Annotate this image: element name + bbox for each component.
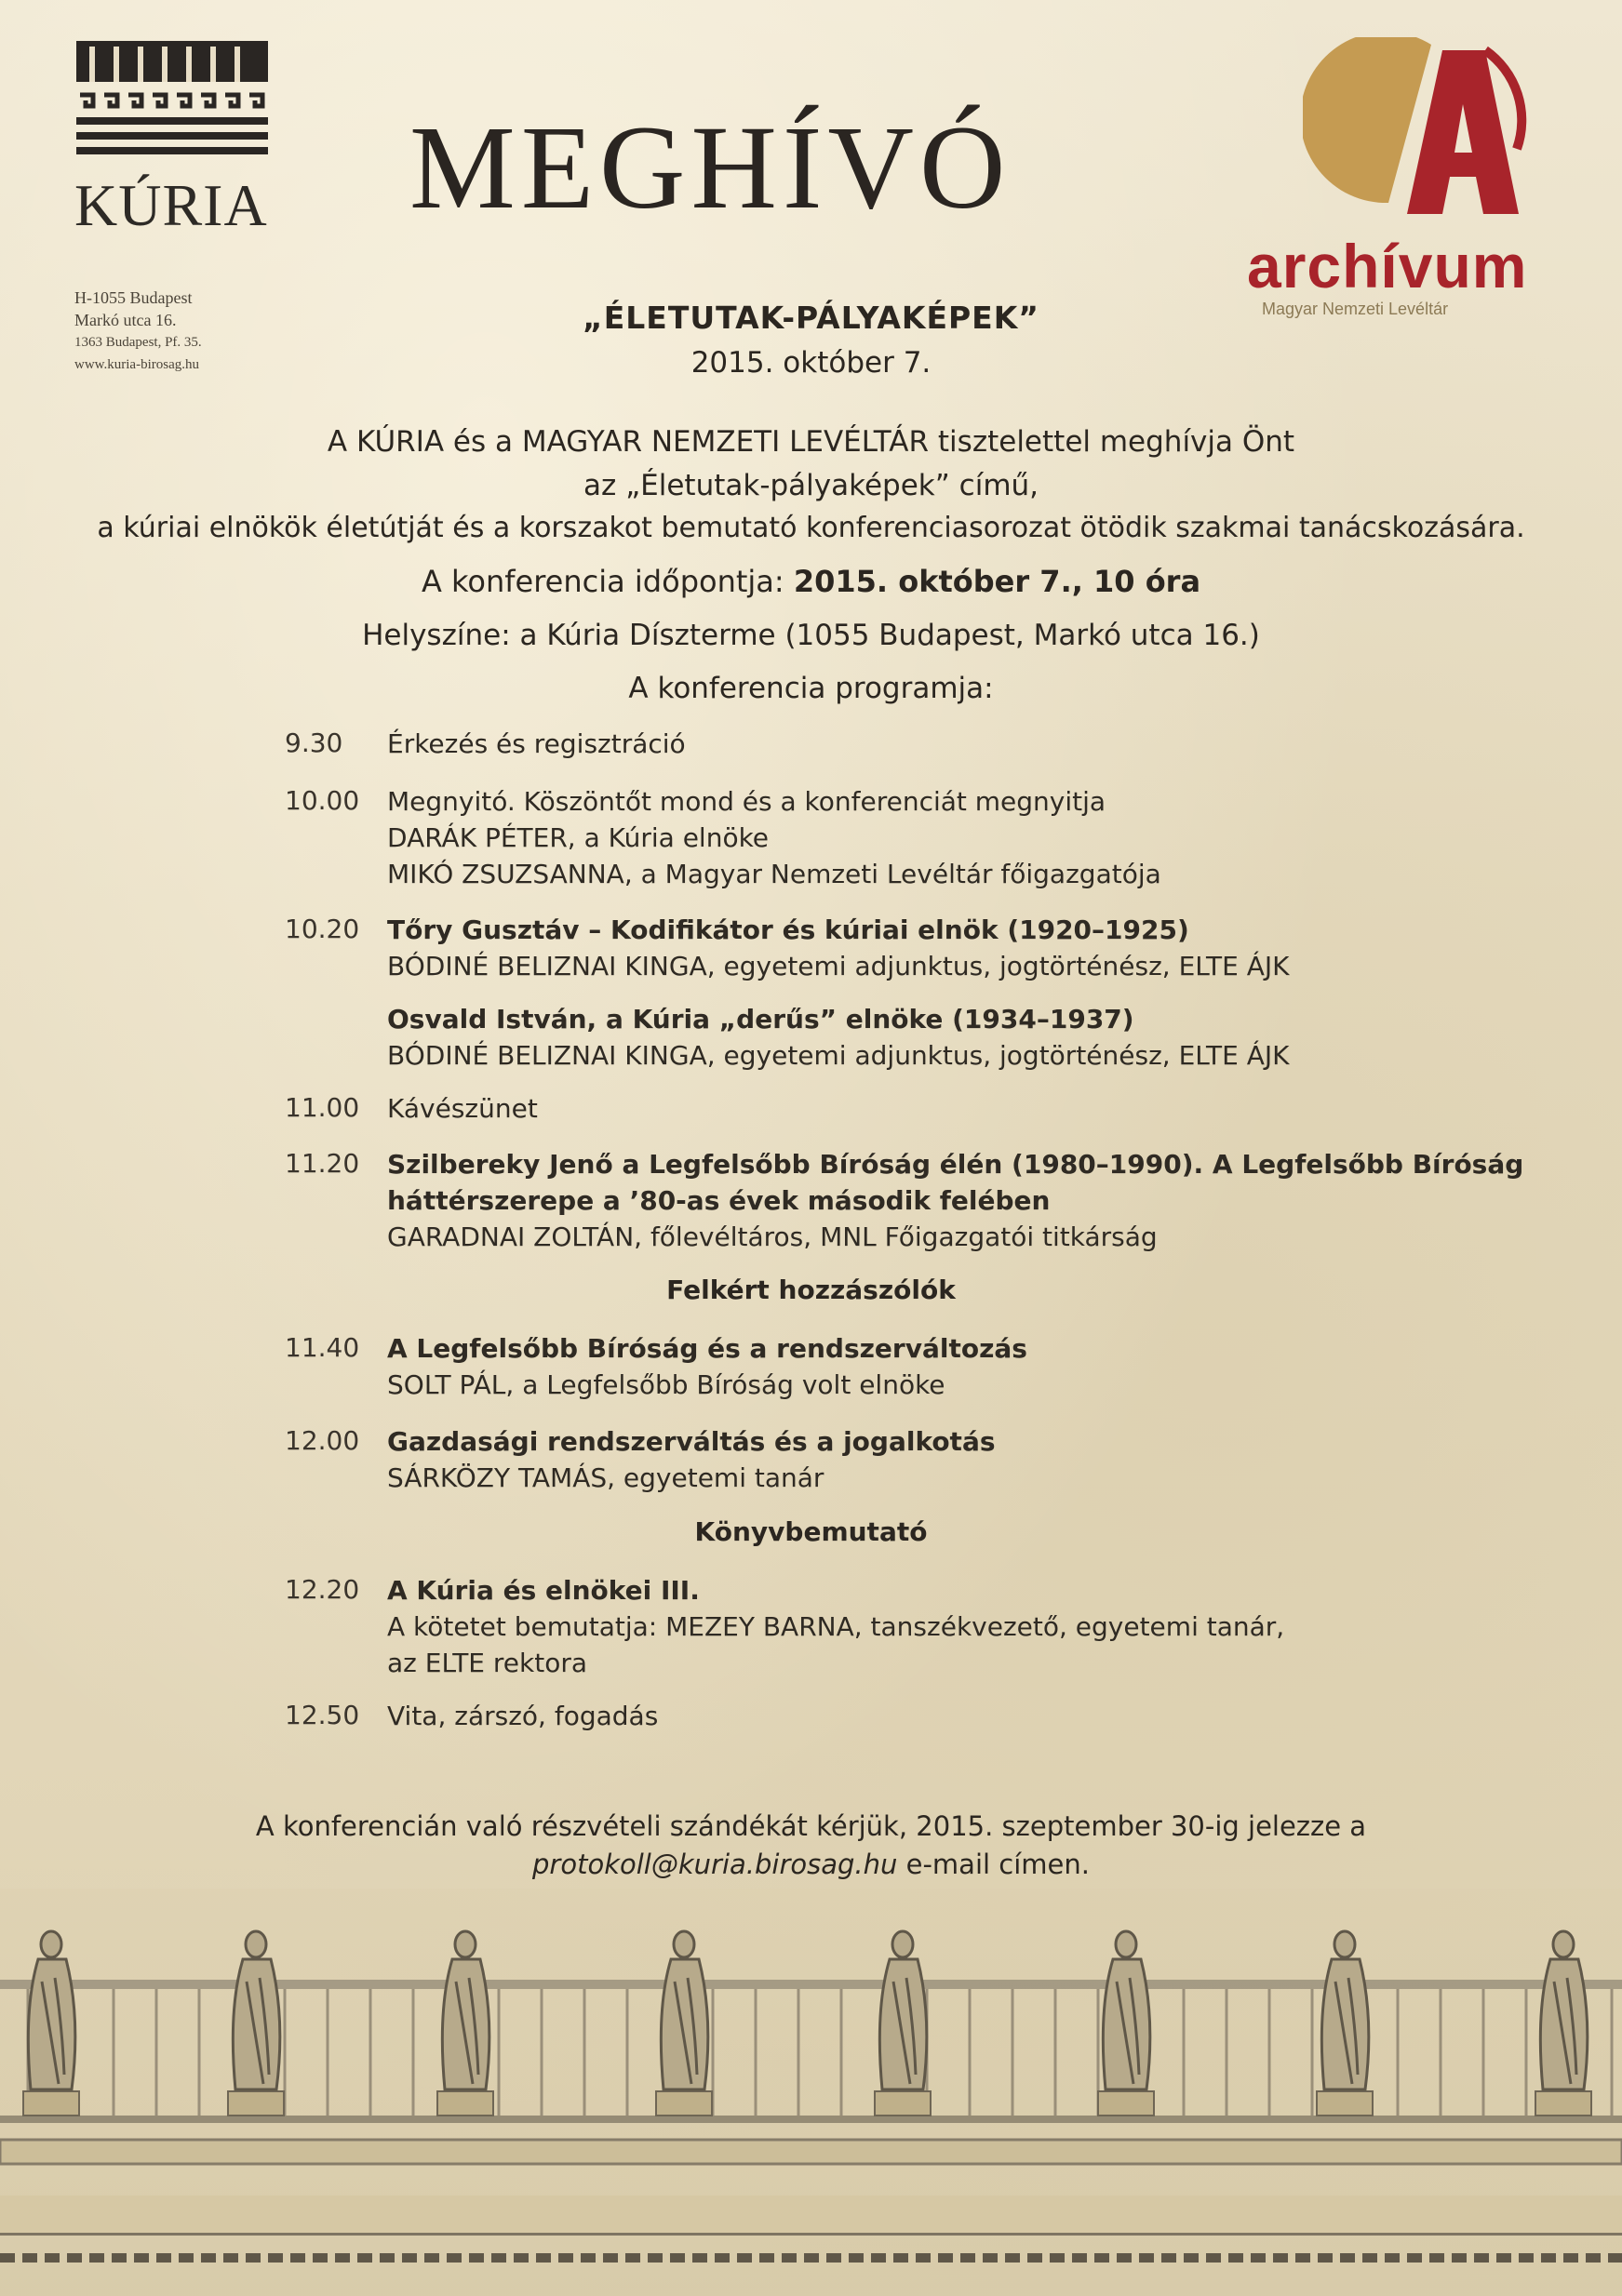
rsvp-text: A konferencián való részvételi szándékát kérjük, 2015. szeptember 30-ig jelezze a [255,1810,1367,1842]
frieze-block [1295,2253,1310,2263]
frieze-block [1362,2253,1377,2263]
address-line: H-1055 Budapest [74,288,193,307]
frieze-block [1072,2253,1087,2263]
frieze-block [290,2253,305,2263]
address-website: www.kuria-birosag.hu [74,357,199,372]
frieze-block [357,2253,372,2263]
program-description: Megnyitó. Köszöntőt mond és a konferenciát megnyitja DARÁK PÉTER, a Kúria elnöke MIKÓ ZSUZSANNA, a Magyar Nemzeti Levéltár főigazgatója [387,786,1161,889]
balustrade-illustration [0,1889,1622,2296]
program-description: Szilbereky Jenő a Legfelsőbb Bíróság élén (1980–1990). A Legfelsőbb Bíróság háttérszerepe a ’80-as évek második felében GARADNAI ZOLTÁN, főlevéltáros, MNL Főigazgatói titkárság [387,1149,1524,1252]
frieze-block [313,2253,328,2263]
frieze-block [871,2253,886,2263]
frieze-block [1228,2253,1243,2263]
statue-plinth [23,2091,79,2116]
program-section-heading: Felkért hozzászólók [666,1275,956,1305]
program-time: 12.50 [285,1700,360,1730]
statue-plinth [875,2091,931,2116]
frieze-block [402,2253,417,2263]
frieze-block [335,2253,350,2263]
frieze-block [1251,2253,1266,2263]
frieze-block [1407,2253,1422,2263]
program-time: 11.40 [285,1332,360,1363]
frieze-block [625,2253,640,2263]
frieze-block [156,2253,171,2263]
frieze-block [670,2253,685,2263]
frieze-block [1563,2253,1578,2263]
frieze-block [447,2253,462,2263]
frieze-block [179,2253,194,2263]
frieze-block [983,2253,998,2263]
statue-plinth [1535,2091,1591,2116]
frieze-block [268,2253,283,2263]
frieze-block [558,2253,573,2263]
program-description: Osvald István, a Kúria „derűs” elnöke (1934–1937) BÓDINÉ BELIZNAI KINGA, egyetemi adjunktus, jogtörténész, ELTE ÁJK [387,1004,1290,1071]
frieze-block [603,2253,618,2263]
program-description: Tőry Gusztáv – Kodifikátor és kúriai elnök (1920–1925) BÓDINÉ BELIZNAI KINGA, egyetemi adjunktus, jogtörténész, ELTE ÁJK [387,914,1290,981]
frieze-block [1340,2253,1355,2263]
frieze-block [1005,2253,1020,2263]
frieze-block [67,2253,82,2263]
program-section-heading: Könyvbemutató [694,1516,928,1547]
statue-plinth [1317,2091,1373,2116]
program-time: 10.20 [285,914,360,944]
frieze-block [1586,2253,1601,2263]
page-title: MEGHÍVÓ [409,101,1012,234]
frieze-block [782,2253,797,2263]
frieze-block [715,2253,730,2263]
archivum-logo [1238,37,1591,335]
frieze-block [134,2253,149,2263]
frieze-block [692,2253,707,2263]
frieze-block [1161,2253,1176,2263]
frieze-block [1608,2253,1622,2263]
frieze-block [45,2253,60,2263]
frieze-block [1206,2253,1221,2263]
program-description: A Legfelsőbb Bíróság és a rendszerváltozás SOLT PÁL, a Legfelsőbb Bíróság volt elnöke [387,1333,1027,1400]
event-date: 2015. október 7. [690,346,932,380]
invitation-line: az „Életutak-pályaképek” című, [583,469,1039,502]
event-time [0,564,1622,599]
rsvp-email-link[interactable]: protokoll@kuria.birosag.hu [532,1849,898,1880]
program-title: A konferencia programja: [628,672,994,705]
frieze-block [1094,2253,1109,2263]
kuria-name: KÚRIA [74,172,268,238]
address-line: 1363 Budapest, Pf. 35. [74,335,202,350]
frieze-block [1027,2253,1042,2263]
frieze-block [1184,2253,1199,2263]
archivum-a-icon [1303,37,1545,223]
program-description: A Kúria és elnökei III. A kötetet bemutatja: MEZEY BARNA, tanszékvezető, egyetemi tanár, az ELTE rektora [387,1575,1285,1678]
invitation-line: a kúriai elnökök életútját és a korszakot bemutató konferenciasorozat ötödik szakmai tanácskozására. [97,512,1525,544]
program-time: 11.20 [285,1148,360,1179]
frieze-block [960,2253,975,2263]
frieze-block [1318,2253,1333,2263]
frieze-block [469,2253,484,2263]
program-description: Vita, zárszó, fogadás [387,1701,659,1731]
program-time: 12.20 [285,1574,360,1605]
frieze-block [246,2253,261,2263]
frieze-block [648,2253,663,2263]
archivum-subtitle: Magyar Nemzeti Levéltár [1262,300,1449,318]
frieze-block [826,2253,841,2263]
frieze-block [201,2253,216,2263]
frieze-block [424,2253,439,2263]
event-time-label: A konferencia időpontja: [421,564,794,599]
frieze-block [112,2253,127,2263]
frieze-block [759,2253,774,2263]
frieze-block [514,2253,529,2263]
frieze-block [0,2253,15,2263]
frieze-block [849,2253,864,2263]
frieze-block [893,2253,908,2263]
frieze-block [22,2253,37,2263]
frieze-block [1050,2253,1065,2263]
frieze-block [536,2253,551,2263]
frieze-block [1429,2253,1444,2263]
frieze-block [1139,2253,1154,2263]
frieze-block [1452,2253,1467,2263]
program-time: 9.30 [285,728,343,758]
rsvp-email-line: protokoll@kuria.birosag.hu e-mail címen. [532,1849,1090,1880]
statue-plinth [1098,2091,1154,2116]
frieze-block [380,2253,395,2263]
program-time: 11.00 [285,1092,360,1123]
frieze-block [1273,2253,1288,2263]
frieze-block [1519,2253,1534,2263]
event-time-value: 2015. október 7., 10 óra [793,564,1201,599]
address-line: Markó utca 16. [74,311,177,329]
frieze-block [1385,2253,1400,2263]
frieze-block [1117,2253,1132,2263]
frieze-block [916,2253,931,2263]
program-description: Érkezés és regisztráció [387,728,686,759]
event-subtitle: „ÉLETUTAK-PÁLYAKÉPEK” [583,300,1039,336]
program-time: 10.00 [285,785,360,816]
archivum-wordmark: archívum [1247,232,1528,300]
frieze-block [581,2253,596,2263]
frieze-block [89,2253,104,2263]
frieze-block [737,2253,752,2263]
frieze-block [1541,2253,1556,2263]
statue-plinth [656,2091,712,2116]
frieze-block [491,2253,506,2263]
frieze-block [223,2253,238,2263]
statue-plinth [437,2091,493,2116]
program-description: Gazdasági rendszerváltás és a jogalkotás SÁRKÖZY TAMÁS, egyetemi tanár [387,1426,996,1493]
frieze-block [804,2253,819,2263]
frieze-block [1474,2253,1489,2263]
frieze-block [938,2253,953,2263]
invitation-line: A KÚRIA és a MAGYAR NEMZETI LEVÉLTÁR tisztelettel meghívja Önt [327,425,1295,459]
statue-plinth [228,2091,284,2116]
event-location: Helyszíne: a Kúria Díszterme (1055 Budapest, Markó utca 16.) [362,619,1260,652]
frieze-block [1496,2253,1511,2263]
kuria-columns-icon [76,41,268,167]
program-time: 12.00 [285,1425,360,1456]
program-description: Kávészünet [387,1093,538,1124]
